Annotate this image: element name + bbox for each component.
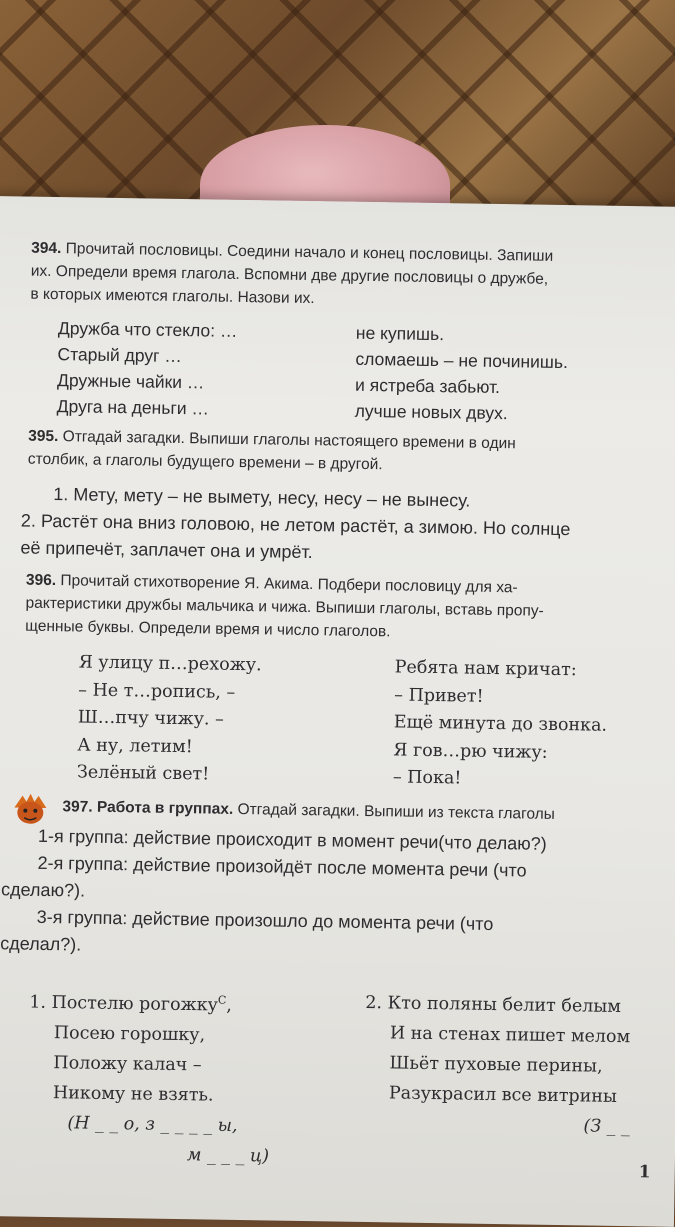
proverb-start: Старый друг … xyxy=(57,344,183,367)
group-task-line: сделал?). xyxy=(0,933,82,955)
poem-line: – Пока! xyxy=(392,767,462,789)
ex395-line1: Отгадай загадки. Выпиши глаголы настоящего времени в один xyxy=(58,428,516,453)
group-work-mascot-icon xyxy=(10,791,51,826)
riddle-line: 1. Мету, мету – не вымету, несу, несу – не вынесу. xyxy=(53,484,471,511)
riddle-line: И на стенах пишет мелом xyxy=(389,1023,631,1048)
poem-line: Ребята нам кричат: xyxy=(394,657,577,681)
poem-left-column xyxy=(77,649,262,789)
exercise-394-number: 394. xyxy=(31,239,62,258)
riddle-line: Разукрасил все витрины xyxy=(388,1083,618,1107)
ex394-line1: Прочитай пословицы. Соедини начало и конец пословицы. Запиши xyxy=(61,240,554,265)
ex396-line2: рактеристики дружбы мальчика и чижа. Выпиши глаголы, вставь пропу- xyxy=(25,594,544,620)
exercise-396-instruction xyxy=(25,569,544,646)
ex395-line2: столбик, а глаголы будущего времени – в другой. xyxy=(27,450,383,474)
exercise-397-instruction xyxy=(62,795,555,826)
proverb-end: лучше новых двух. xyxy=(354,400,508,424)
poem-line: Я улицу п…рехожу. xyxy=(78,652,262,676)
group-task-line: 1-я группа: действие происходит в момент речи(что делаю?) xyxy=(37,825,547,854)
ex396-line1: Прочитай стихотворение Я. Акима. Подбери пословицу для ха- xyxy=(56,572,518,597)
ex397-rest: Отгадай загадки. Выпиши из текста глаголы xyxy=(233,800,555,823)
poem-right-column xyxy=(393,654,608,795)
poem-line: – Привет! xyxy=(394,684,484,707)
riddle-answer-hint: м _ _ _ ц) xyxy=(186,1145,270,1167)
riddle-answer-hint: (З _ _ xyxy=(583,1116,630,1138)
page-number: 1 xyxy=(638,1162,651,1183)
exercise-394-instruction xyxy=(30,237,553,314)
proverb-end: и ястреба забьют. xyxy=(354,374,501,398)
riddle-line: 2. Кто поляны белит белым xyxy=(365,992,622,1018)
group-tasks xyxy=(0,822,547,966)
ex394-line2: их. Определи время глагола. Вспомни две другие пословицы о дружбе, xyxy=(30,262,549,288)
riddle-comma: , xyxy=(226,995,233,1016)
ex394-line3: в которых имеются глаголы. Назови их. xyxy=(30,285,315,308)
riddle-line: Шьёт пуховые перины, xyxy=(389,1053,603,1077)
proverb-start: Дружба что стекло: … xyxy=(57,318,238,341)
riddle-answer-hint: (Н _ _ о, з _ _ _ _ ы, xyxy=(67,1113,238,1136)
exercise-396-number: 396. xyxy=(25,571,57,590)
riddle-line: Никому не взять. xyxy=(52,1082,214,1106)
proverb-end: не купишь. xyxy=(355,322,445,345)
proverb-end: сломаешь – не починишь. xyxy=(355,348,569,373)
group-task-line: сделаю?). xyxy=(0,879,86,901)
group-task-line: 3-я группа: действие произошло до момента речи (что xyxy=(36,906,494,934)
exercise-397-number: 397. xyxy=(62,798,93,816)
ex397-bold-title: Работа в группах. xyxy=(92,798,234,818)
exercise-395-riddles xyxy=(20,481,571,571)
proverb-starts xyxy=(57,315,238,422)
riddle-line: Посею горошку, xyxy=(53,1022,206,1046)
riddle-2 xyxy=(363,988,632,1142)
group-task-line: 2-я группа: действие произойдёт после момента речи (что xyxy=(37,852,527,881)
poem-line: Зелёный свет! xyxy=(76,762,210,785)
exercise-395-instruction xyxy=(28,425,516,479)
riddle-1 xyxy=(27,983,272,1172)
poem-line: Я гов…рю чижу: xyxy=(393,739,548,763)
riddle-line: 2. Растёт она вниз головою, не летом растёт, а зимою. Но солнце xyxy=(20,510,571,540)
poem-line: – Не т…ропись, – xyxy=(78,679,236,703)
riddle-line: её припечёт, заплачет она и умрёт. xyxy=(20,537,313,563)
riddle-line: 1. Постелю рогожку xyxy=(29,992,219,1016)
poem-line: Ещё минута до звонка. xyxy=(393,712,608,736)
riddle-line: Положу калач – xyxy=(53,1052,202,1076)
poem-line: А ну, летим! xyxy=(77,734,193,757)
textbook-page xyxy=(0,196,675,1227)
proverb-start: Друга на деньги … xyxy=(56,396,210,419)
ex396-line3: щенные буквы. Определи время и число глаголов. xyxy=(25,617,391,641)
poem-line: Ш…пчу чижу. – xyxy=(77,707,225,730)
proverb-start: Дружные чайки … xyxy=(56,370,205,393)
footnote-mark: С xyxy=(217,993,227,1007)
proverb-ends xyxy=(354,320,568,427)
exercise-395-number: 395. xyxy=(28,427,59,446)
